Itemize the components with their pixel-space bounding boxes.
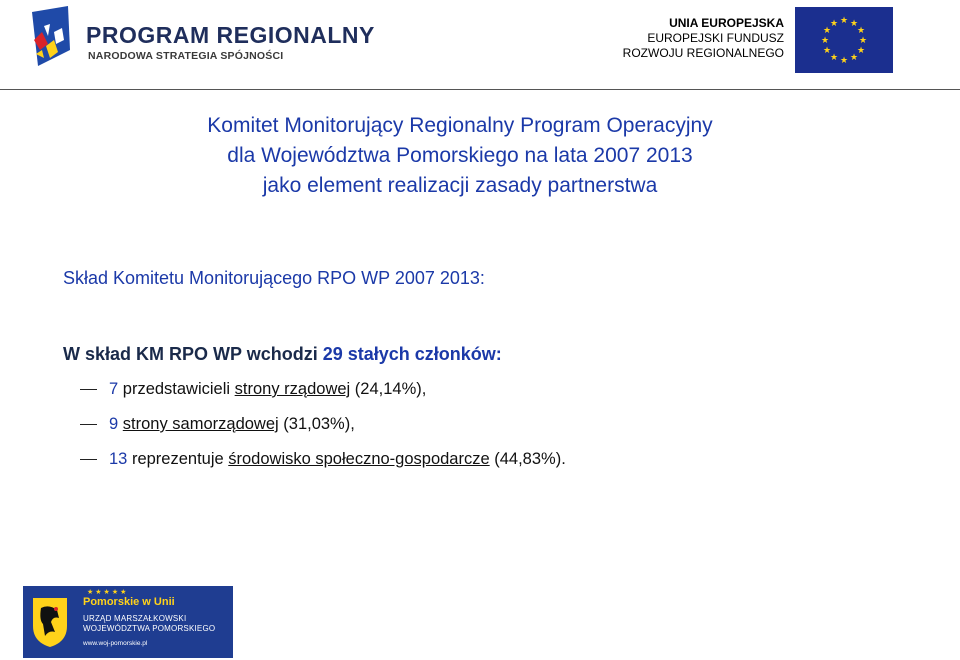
griffin-crest-icon [31,596,69,648]
svg-text:★: ★ [856,26,866,36]
member-group: strony rządowej [234,380,351,398]
eu-line-3: ROZWOJU REGIONALNEGO [622,46,784,60]
svg-text:★: ★ [849,19,859,29]
stars-icon: ★★★★★ [87,589,129,596]
eu-label [623,16,784,61]
dash-bullet [80,389,97,390]
title-line-2: dla Województwa Pomorskiego na lata 2007 2013 [227,144,693,167]
svg-text:★: ★ [839,56,849,66]
svg-text:★: ★ [839,16,849,26]
composition-statement [63,344,502,365]
office-name-line-1: URZĄD MARSZAŁKOWSKI [83,614,187,623]
svg-text:★: ★ [829,19,839,29]
page-header [0,0,960,90]
member-group: strony samorządowej [122,415,279,433]
member-count: 7 [109,380,119,398]
website-url: www.woj-pomorskie.pl [83,640,148,647]
svg-text:★: ★ [822,46,832,56]
member-text: przedstawicieli [118,380,235,398]
title-line-3: jako element realizacji zasady partnerstwa [262,174,658,197]
svg-text:★: ★ [856,46,866,56]
svg-text:★: ★ [858,36,868,46]
page-title [0,111,920,201]
header-divider [0,89,960,90]
svg-text:★: ★ [820,36,830,46]
eu-line-1: UNIA EUROPEJSKA [669,16,784,30]
member-count: 9 [109,415,119,433]
member-count: 13 [109,450,128,468]
dash-bullet [80,459,97,460]
pomorskie-logo [23,586,233,658]
svg-text:★: ★ [822,26,832,36]
svg-text:★: ★ [829,53,839,63]
program-regionalny-logo-icon [28,6,74,72]
composition-lead: W skład KM RPO WP wchodzi [63,344,323,364]
member-share: (24,14%), [350,380,427,398]
section-heading: Skład Komitetu Monitorującego RPO WP 2007 2013: [63,268,485,288]
eu-flag-icon [795,7,893,73]
pomorskie-tagline: Pomorskie w Unii [83,596,175,608]
dash-bullet [80,424,97,425]
program-subtitle: NARODOWA STRATEGIA SPÓJNOŚCI [88,50,284,62]
title-line-1: Komitet Monitorujący Regionalny Program Operacyjny [207,114,713,137]
svg-text:★: ★ [849,53,859,63]
office-name-line-2: WOJEWÓDZTWA POMORSKIEGO [83,624,216,633]
eu-line-2: EUROPEJSKI FUNDUSZ [647,31,784,45]
member-share: (31,03%), [278,415,355,433]
composition-count: 29 stałych członków: [322,344,502,364]
member-share: (44,83%). [489,450,566,468]
member-group: środowisko społeczno-gospodarcze [228,450,490,468]
member-text: reprezentuje [127,450,229,468]
program-title: PROGRAM REGIONALNY [86,22,375,48]
